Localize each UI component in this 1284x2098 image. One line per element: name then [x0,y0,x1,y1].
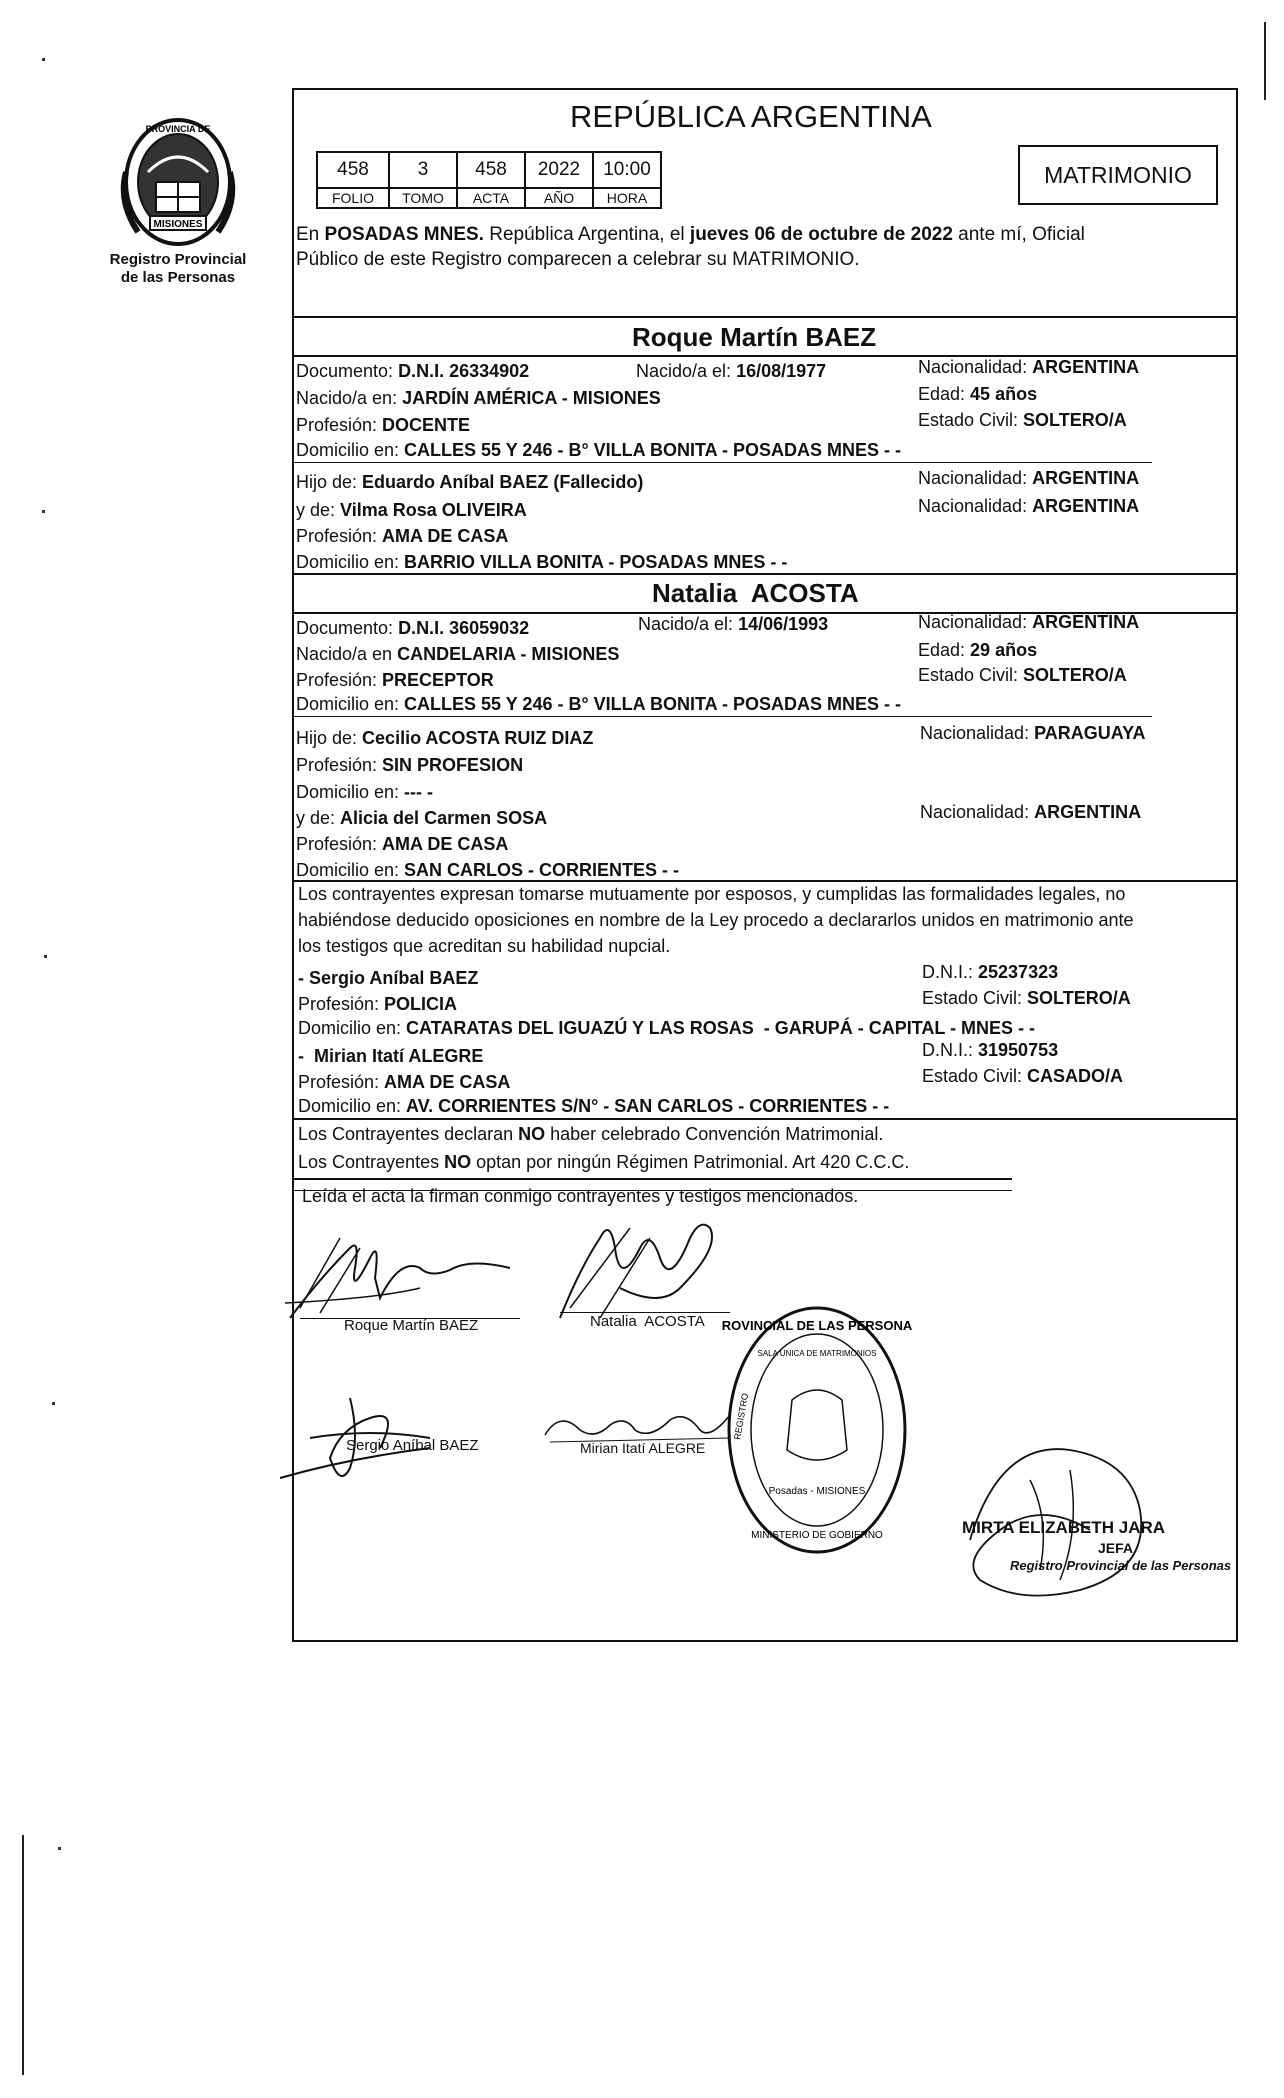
declaration-line-1: Los contrayentes expresan tomarse mutuamente por esposos, y cumplidas las formalidades legales, no [298,884,1126,904]
tomo-label: TOMO [389,188,457,208]
convention-line-2: Los Contrayentes NO optan por ningún Régimen Patrimonial. Art 420 C.C.C. [298,1152,910,1172]
spouse1-mother-nationality: Nacionalidad: ARGENTINA [918,496,1140,516]
scan-edge-mark [22,1835,24,2075]
official-seal [722,1300,912,1560]
acta-value: 458 [457,152,525,188]
anio-value: 2022 [525,152,593,188]
spouse1-birthplace: Nacido/a en: JARDÍN AMÉRICA - MISIONES [296,388,661,408]
spouse1-mother: y de: Vilma Rosa OLIVEIRA [296,500,527,520]
signature-witness1 [270,1378,510,1488]
spouse1-profession: Profesión: DOCENTE [296,415,471,435]
spouse1-document: Documento: D.N.I. 26334902 [296,361,530,381]
spouse1-parent-profession: Profesión: AMA DE CASA [296,526,509,546]
convention-line-1: Los Contrayentes declaran NO haber celebrado Convención Matrimonial. [298,1124,884,1144]
spouse2-father: Hijo de: Cecilio ACOSTA RUIZ DIAZ [296,728,594,748]
acta-label: ACTA [457,188,525,208]
spouse2-birth-date: Nacido/a el: 14/06/1993 [638,614,829,634]
spouse1-age: Edad: 45 años [918,384,1038,404]
witness2-name: - Mirian Itatí ALEGRE [298,1046,484,1066]
scan-dot [44,955,47,958]
province-shield-icon [108,112,248,262]
witness1-civil-status: Estado Civil: SOLTERO/A [922,988,1131,1008]
anio-label: AÑO [525,188,593,208]
witness1-profession: Profesión: POLICIA [298,994,458,1014]
logo-caption-line1: Registro Provincial [109,251,247,268]
divider [292,880,1238,882]
witness2-profession: Profesión: AMA DE CASA [298,1072,511,1092]
svg-text:MISIONES: MISIONES [153,219,203,230]
spouse1-address: Domicilio en: CALLES 55 Y 246 - B° VILLA BONITA - POSADAS MNES - - [296,440,901,460]
scan-dot [58,1847,61,1850]
svg-text:MINISTERIO DE GOBIERNO: MINISTERIO DE GOBIERNO [751,1530,883,1541]
witness1-dni: D.N.I.: 25237323 [922,962,1059,982]
spouse1-civil-status: Estado Civil: SOLTERO/A [918,410,1127,430]
spouse2-mother-address: Domicilio en: SAN CARLOS - CORRIENTES - - [296,860,680,880]
spouse2-father-nationality: Nacionalidad: PARAGUAYA [920,723,1146,743]
spouse2-document: Documento: D.N.I. 36059032 [296,618,530,638]
spouse1-father: Hijo de: Eduardo Aníbal BAEZ (Fallecido) [296,472,644,492]
officer-name: MIRTA ELIZABETH JARA [962,1518,1166,1537]
divider [292,355,294,655]
spouse2-address: Domicilio en: CALLES 55 Y 246 - B° VILLA BONITA - POSADAS MNES - - [296,694,901,714]
registry-logo [108,112,248,262]
witness1-name: - Sergio Aníbal BAEZ [298,968,479,988]
signature-label-spouse1: Roque Martín BAEZ [344,1317,479,1334]
signature-spouse1 [280,1218,520,1328]
spouse2-birthplace: Nacido/a en CANDELARIA - MISIONES [296,644,620,664]
svg-text:SALA UNICA DE MATRIMONIOS: SALA UNICA DE MATRIMONIOS [757,1349,877,1358]
divider [292,462,1152,463]
country-title: REPÚBLICA ARGENTINA [570,99,932,134]
divider [292,1178,1012,1180]
scan-dot [52,1402,55,1405]
witness2-civil-status: Estado Civil: CASADO/A [922,1066,1124,1086]
registry-table [316,151,662,209]
officer-title: JEFA [1098,1540,1134,1556]
svg-text:REGISTRO: REGISTRO [732,1392,751,1441]
seal-icon [722,1300,912,1560]
svg-text:Posadas - MISIONES: Posadas - MISIONES [768,1486,866,1497]
logo-caption-line2: de las Personas [120,269,236,286]
spouse1-birth-date: Nacido/a el: 16/08/1977 [636,361,827,381]
spouse2-father-address: Domicilio en: --- - [296,782,434,802]
officer-office: Registro Provincial de las Personas [1010,1558,1232,1573]
scan-edge-mark [1264,22,1266,100]
intro-line-2: Público de este Registro comparecen a celebrar su MATRIMONIO. [296,249,860,270]
svg-text:PROVINCIAL DE LAS PERSONAS: PROVINCIAL DE LAS PERSONAS [722,1318,912,1333]
intro-line-1: En POSADAS MNES. República Argentina, el jueves 06 de octubre de 2022 ante mí, Oficial [296,224,1085,245]
spouse2-mother-nationality: Nacionalidad: ARGENTINA [920,802,1142,822]
spouse1-name: Roque Martín BAEZ [632,322,877,352]
spouse2-civil-status: Estado Civil: SOLTERO/A [918,665,1127,685]
witness2-address: Domicilio en: AV. CORRIENTES S/N° - SAN CARLOS - CORRIENTES - - [298,1096,890,1116]
scan-dot [42,58,45,61]
act-type-box: MATRIMONIO [1018,145,1218,205]
signature-label-witness2: Mirian Itatí ALEGRE [580,1440,706,1456]
folio-label: FOLIO [317,188,389,208]
divider [292,716,1152,717]
spouse1-father-nationality: Nacionalidad: ARGENTINA [918,468,1140,488]
hora-label: HORA [593,188,661,208]
divider [292,316,1238,318]
tomo-value: 3 [389,152,457,188]
folio-value: 458 [317,152,389,188]
signature-spouse2 [540,1208,730,1328]
spouse2-mother: y de: Alicia del Carmen SOSA [296,808,548,828]
hora-value: 10:00 [593,152,661,188]
witness1-address: Domicilio en: CATARATAS DEL IGUAZÚ Y LAS ROSAS - GARUPÁ - CAPITAL - MNES - - [298,1018,1036,1038]
spouse1-parent-address: Domicilio en: BARRIO VILLA BONITA - POSADAS MNES - - [296,552,788,572]
spouse2-name: Natalia ACOSTA [652,578,859,608]
spouse2-profession: Profesión: PRECEPTOR [296,670,494,690]
svg-text:PROVINCIA DE: PROVINCIA DE [145,124,211,134]
signature-label-spouse2: Natalia ACOSTA [590,1313,705,1330]
signature-label-witness1: Sergio Aníbal BAEZ [346,1437,479,1454]
spouse2-mother-profession: Profesión: AMA DE CASA [296,834,509,854]
scan-dot [42,510,45,513]
witness2-dni: D.N.I.: 31950753 [922,1040,1059,1060]
divider [292,573,1238,575]
spouse2-age: Edad: 29 años [918,640,1038,660]
declaration-line-3: los testigos que acreditan su habilidad nupcial. [298,936,671,956]
declaration-line-2: habiéndose deducido oposiciones en nombre de la Ley procedo a declararlos unidos en matrimonio ante [298,910,1134,930]
spouse1-nationality: Nacionalidad: ARGENTINA [918,357,1140,377]
divider [292,1118,1238,1120]
spouse2-nationality: Nacionalidad: ARGENTINA [918,612,1140,632]
closing-statement: Leída el acta la firman conmigo contrayentes y testigos mencionados. [302,1186,859,1206]
spouse2-father-profession: Profesión: SIN PROFESION [296,755,524,775]
